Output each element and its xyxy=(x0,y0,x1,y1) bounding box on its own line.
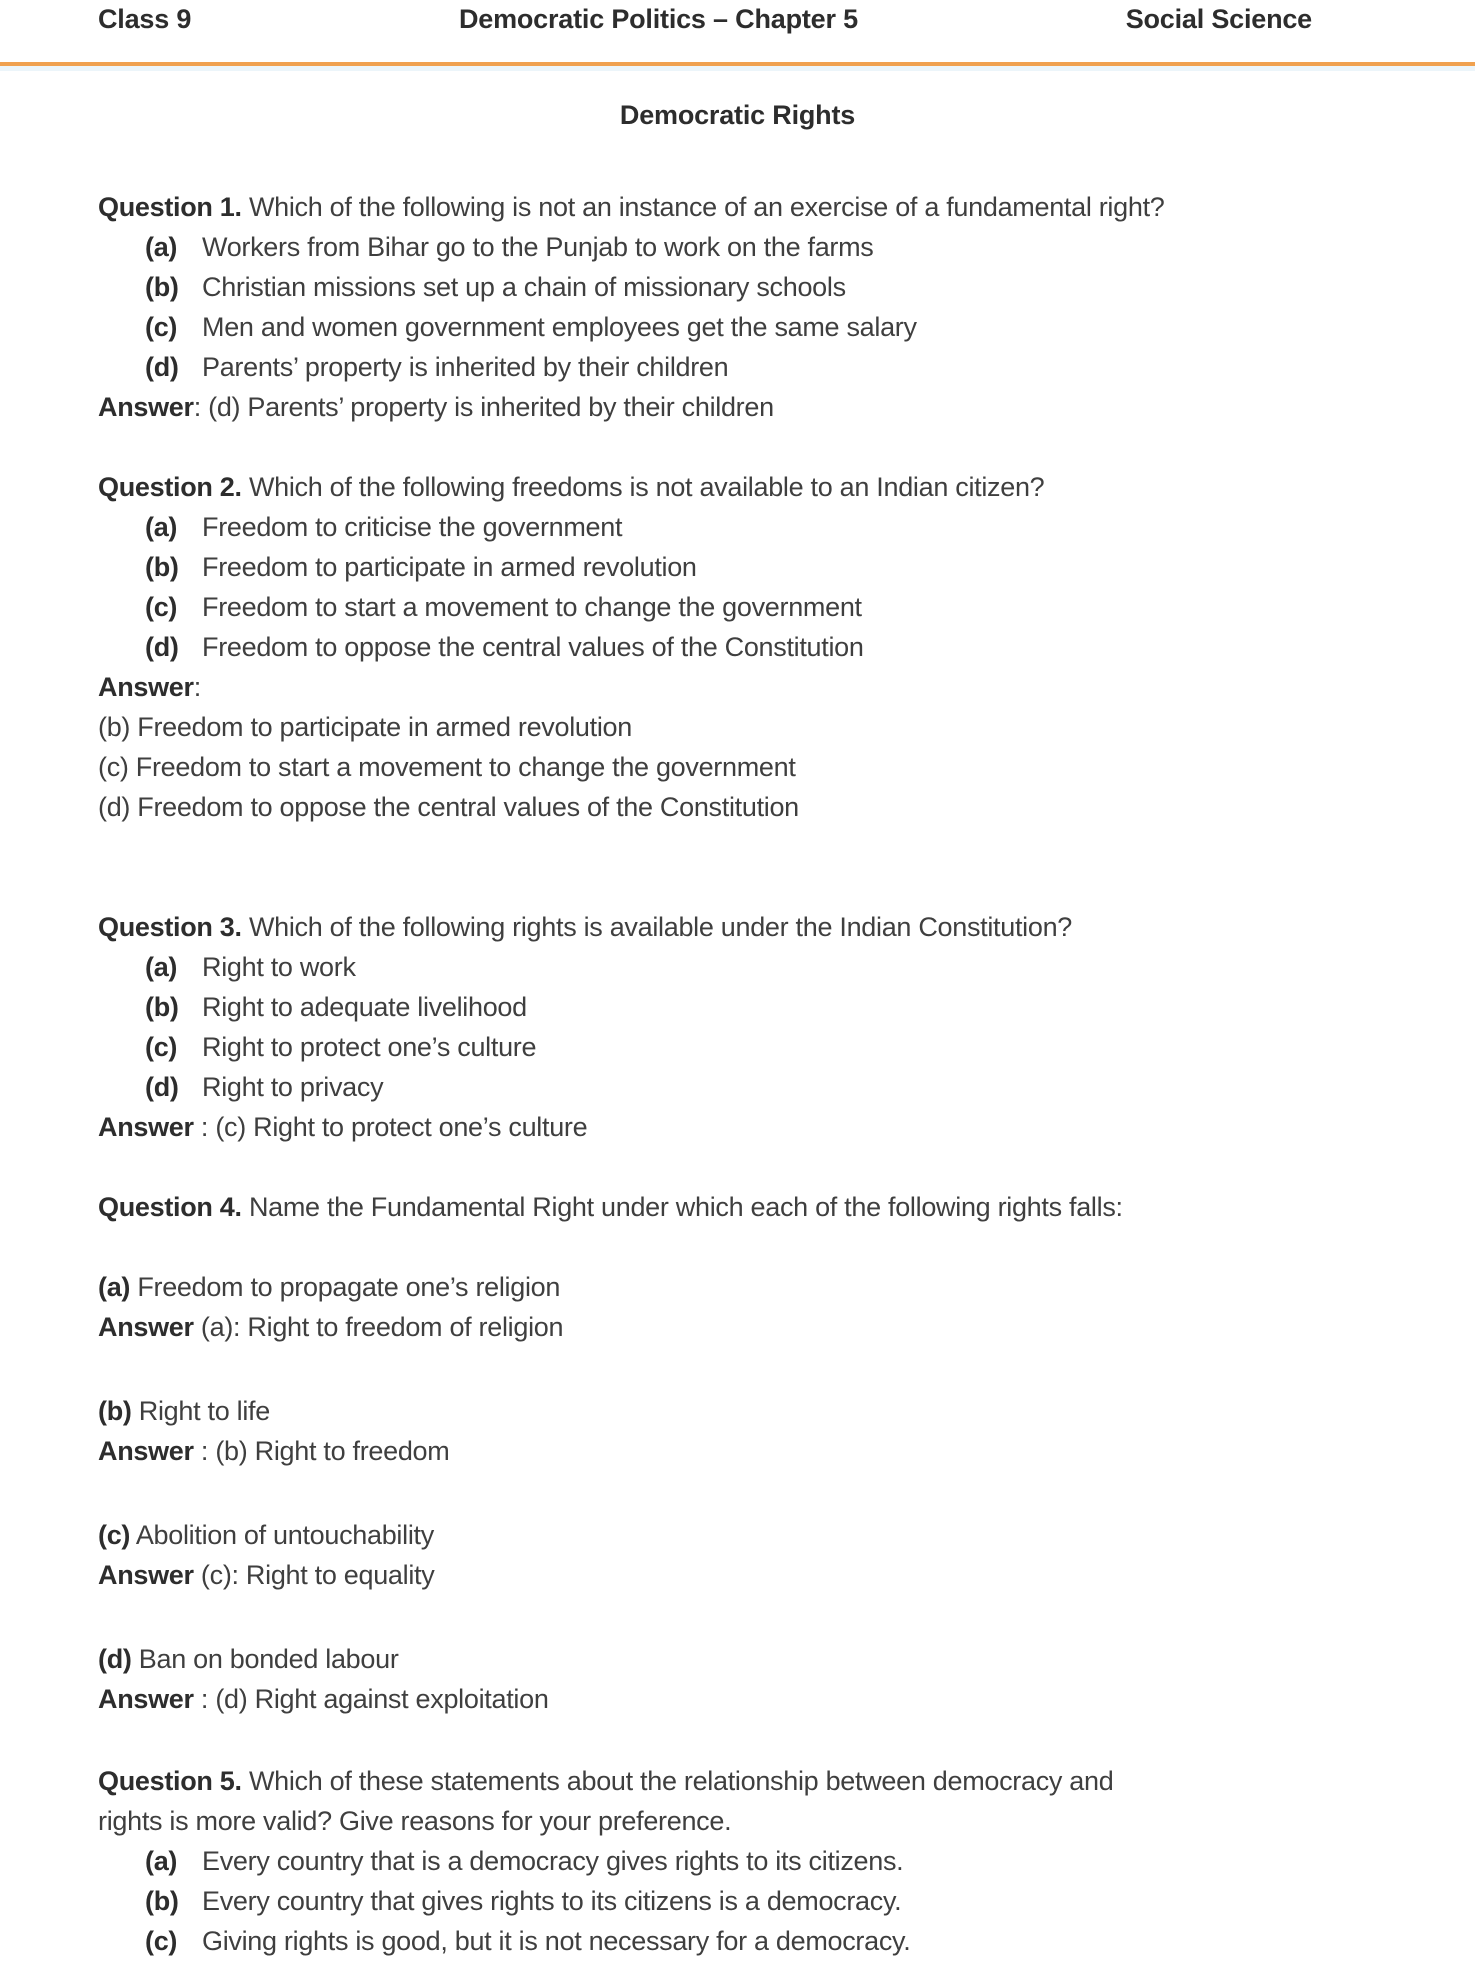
question-3-line xyxy=(98,907,1415,947)
question-2-text: Which of the following freedoms is not available to an Indian citizen? xyxy=(248,472,1045,502)
answer-label: Answer xyxy=(98,1436,194,1466)
option-text: Parents’ property is inherited by their children xyxy=(202,352,729,382)
question-4-part-d xyxy=(98,1639,1415,1719)
answer-text: : xyxy=(193,672,201,702)
part-line xyxy=(98,1267,1415,1307)
page-header xyxy=(0,0,1475,34)
answer-text: (c): Right to equality xyxy=(193,1560,435,1590)
option-text: Right to adequate livelihood xyxy=(202,992,527,1022)
part-label: (c) xyxy=(98,1520,131,1550)
option-text: Freedom to oppose the central values of the Constitution xyxy=(202,632,864,662)
question-1-option-b xyxy=(98,267,1415,307)
answer-label: Answer xyxy=(98,672,194,702)
option-label: (c) xyxy=(145,592,178,622)
option-label: (d) xyxy=(145,632,179,662)
question-1-option-a xyxy=(98,227,1415,267)
answer-text: : (b) Right to freedom xyxy=(193,1436,450,1466)
option-label: (c) xyxy=(145,312,178,342)
question-4-text: Name the Fundamental Right under which each of the following rights falls: xyxy=(248,1192,1123,1222)
header-divider xyxy=(0,62,1475,71)
document-body xyxy=(0,187,1475,1961)
question-3-answer xyxy=(98,1107,1415,1147)
part-label: (b) xyxy=(98,1396,132,1426)
part-answer xyxy=(98,1679,1415,1719)
question-1 xyxy=(98,187,1415,427)
question-3-option-a xyxy=(98,947,1415,987)
part-line xyxy=(98,1515,1415,1555)
option-label: (a) xyxy=(145,952,178,982)
question-1-answer xyxy=(98,387,1415,427)
answer-label: Answer xyxy=(98,392,194,422)
question-2 xyxy=(98,467,1415,827)
question-4 xyxy=(98,1187,1415,1719)
question-2-answer-item-c: (c) Freedom to start a movement to change the government xyxy=(98,752,796,782)
option-text: Giving rights is good, but it is not necessary for a democracy. xyxy=(202,1926,911,1956)
question-3 xyxy=(98,907,1415,1147)
part-text: Freedom to propagate one’s religion xyxy=(137,1272,561,1302)
answer-label: Answer xyxy=(98,1560,194,1590)
option-text: Every country that is a democracy gives rights to its citizens. xyxy=(202,1846,904,1876)
part-label: (a) xyxy=(98,1272,131,1302)
option-label: (a) xyxy=(145,232,178,262)
option-label: (a) xyxy=(145,1846,178,1876)
answer-text: (a): Right to freedom of religion xyxy=(193,1312,564,1342)
question-2-answer xyxy=(98,667,1415,707)
part-line xyxy=(98,1639,1415,1679)
question-4-part-b xyxy=(98,1391,1415,1471)
question-3-label: Question 3. xyxy=(98,912,242,942)
option-label: (c) xyxy=(145,1926,178,1956)
option-text: Right to privacy xyxy=(202,1072,384,1102)
question-2-option-b xyxy=(98,547,1415,587)
question-5 xyxy=(98,1761,1415,1961)
question-1-option-d xyxy=(98,347,1415,387)
option-text: Freedom to participate in armed revolution xyxy=(202,552,697,582)
part-answer xyxy=(98,1431,1415,1471)
page-title: Democratic Rights xyxy=(619,100,856,130)
question-1-line xyxy=(98,187,1415,227)
question-3-option-b xyxy=(98,987,1415,1027)
answer-label: Answer xyxy=(98,1312,194,1342)
header-chapter-title: Democratic Politics – Chapter 5 xyxy=(458,4,858,34)
part-answer xyxy=(98,1555,1415,1595)
option-label: (c) xyxy=(145,1032,178,1062)
divider-blue-line xyxy=(0,66,1475,71)
part-text: Right to life xyxy=(138,1396,270,1426)
question-4-part-a xyxy=(98,1267,1415,1347)
header-subject-label: Social Science xyxy=(1125,4,1312,34)
question-2-label: Question 2. xyxy=(98,472,242,502)
option-label: (b) xyxy=(145,992,179,1022)
question-2-option-c xyxy=(98,587,1415,627)
question-2-answer-item-d: (d) Freedom to oppose the central values of the Constitution xyxy=(98,792,799,822)
question-2-line xyxy=(98,467,1415,507)
answer-label: Answer xyxy=(98,1112,194,1142)
question-5-label: Question 5. xyxy=(98,1766,242,1796)
question-3-option-d xyxy=(98,1067,1415,1107)
option-label: (b) xyxy=(145,1886,179,1916)
question-5-text-line2: rights is more valid? Give reasons for your preference. xyxy=(98,1806,732,1836)
question-4-part-c xyxy=(98,1515,1415,1595)
question-4-line xyxy=(98,1187,1415,1227)
question-5-text-line1: Which of these statements about the relationship between democracy and xyxy=(248,1766,1114,1796)
question-5-line-2 xyxy=(98,1801,1415,1841)
option-text: Freedom to start a movement to change the government xyxy=(202,592,862,622)
question-3-text: Which of the following rights is available under the Indian Constitution? xyxy=(248,912,1073,942)
option-label: (a) xyxy=(145,512,178,542)
answer-text: : (c) Right to protect one’s culture xyxy=(193,1112,588,1142)
part-text: Abolition of untouchability xyxy=(135,1520,434,1550)
question-2-option-a xyxy=(98,507,1415,547)
option-text: Right to work xyxy=(202,952,356,982)
option-text: Every country that gives rights to its citizens is a democracy. xyxy=(202,1886,902,1916)
option-text: Workers from Bihar go to the Punjab to work on the farms xyxy=(202,232,874,262)
question-1-text: Which of the following is not an instance of an exercise of a fundamental right? xyxy=(248,192,1165,222)
question-5-option-b xyxy=(98,1881,1415,1921)
question-4-label: Question 4. xyxy=(98,1192,242,1222)
option-label: (b) xyxy=(145,272,179,302)
question-2-answer-item-b: (b) Freedom to participate in armed revolution xyxy=(98,712,632,742)
question-5-option-c xyxy=(98,1921,1415,1961)
part-line xyxy=(98,1391,1415,1431)
part-answer xyxy=(98,1307,1415,1347)
answer-text: : (d) Parents’ property is inherited by their children xyxy=(193,392,774,422)
part-text: Ban on bonded labour xyxy=(138,1644,399,1674)
question-1-label: Question 1. xyxy=(98,192,242,222)
option-text: Right to protect one’s culture xyxy=(202,1032,537,1062)
option-text: Freedom to criticise the government xyxy=(202,512,623,542)
option-label: (d) xyxy=(145,352,179,382)
answer-label: Answer xyxy=(98,1684,194,1714)
question-1-option-c xyxy=(98,307,1415,347)
option-label: (d) xyxy=(145,1072,179,1102)
option-text: Christian missions set up a chain of missionary schools xyxy=(202,272,846,302)
answer-text: : (d) Right against exploitation xyxy=(193,1684,549,1714)
question-5-option-a xyxy=(98,1841,1415,1881)
question-5-line-1 xyxy=(98,1761,1415,1801)
question-2-option-d xyxy=(98,627,1415,667)
option-label: (b) xyxy=(145,552,179,582)
part-label: (d) xyxy=(98,1644,132,1674)
option-text: Men and women government employees get the same salary xyxy=(202,312,917,342)
question-3-option-c xyxy=(98,1027,1415,1067)
header-class-label: Class 9 xyxy=(98,4,192,34)
